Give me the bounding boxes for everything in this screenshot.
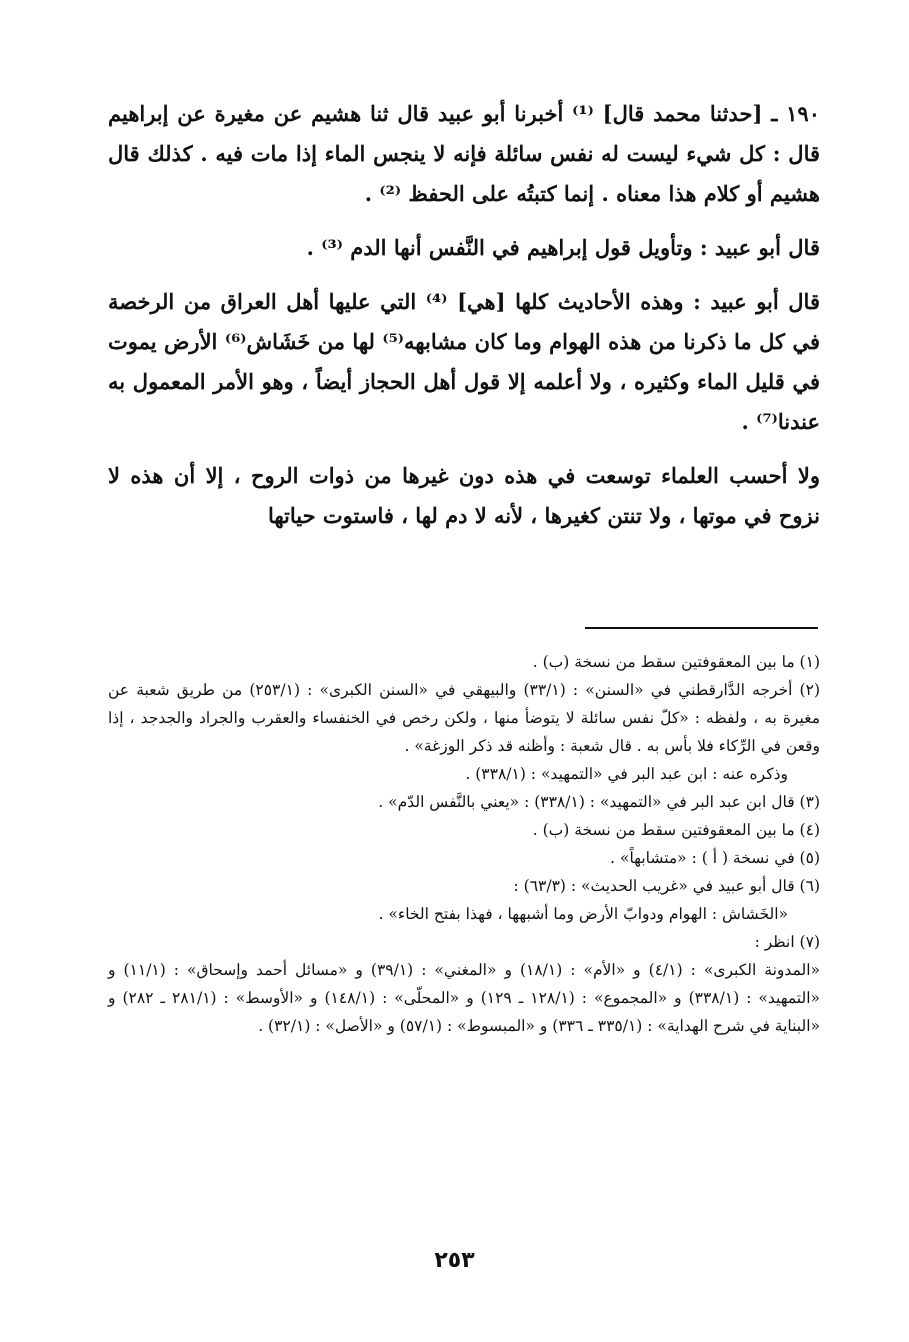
footnote-1: (١) ما بين المعقوفتين سقط من نسخة (ب) . xyxy=(532,653,820,671)
footnote-4: (٤) ما بين المعقوفتين سقط من نسخة (ب) . xyxy=(532,821,820,839)
footnote-7-references: «المدونة الكبرى» : (٤/١) و «الأم» : (١٨/١) و «المغني» : (٣٩/١) و «مسائل أحمد وإسحاق» : (١١/١) و «التمهيد» : (٣٣٨/١) و «المجموع» : (١٢٨/١ ـ ١٢٩) و «المحلّى» : (١٤٨/١) و «الأوسط» : (٢٨١/١ ـ ٢٨٢) و «البناية في شرح الهداية» : (٣٣٥/١ ـ ٣٣٦) و «المبسوط» : (٥٧/١) و «الأصل» : (٣٢/١) . xyxy=(108,961,821,1035)
footnotes xyxy=(108,648,820,1040)
paragraph-hadith-190: ١٩٠ ـ [حدثنا محمد قال] ⁽¹⁾ أخبرنا أبو عبيد قال ثنا هشيم عن مغيرة عن إبراهيم قال : كل شيء ليست له نفس سائلة فإنه لا ينجس الماء إذا مات فيه . كذلك قال هشيم أو كلام هذا معناه . إنما كتبتُه على الحفظ ⁽²⁾ . xyxy=(108,101,820,206)
paragraph-interpretation: قال أبو عبيد : وتأويل قول إبراهيم في النَّفس أنها الدم ⁽³⁾ . xyxy=(306,235,820,260)
page-number: ٢٥٣ xyxy=(434,1248,475,1273)
footnote-3: (٣) قال ابن عبد البر في «التمهيد» : (٣٣٨/١) : «يعني بالنَّفس الدّم» . xyxy=(378,793,820,811)
footnote-6: (٦) قال أبو عبيد في «غريب الحديث» : (٦٣/٣) : xyxy=(513,877,820,895)
footnote-separator xyxy=(585,627,818,629)
footnote-5: (٥) في نسخة ( أ ) : «متشابهاً» . xyxy=(610,849,820,867)
paragraph-scholars: ولا أحسب العلماء توسعت في هذه دون غيرها من ذوات الروح ، إلا أن هذه لا نزوح في موتها ، ولا تنتن كغيرها ، لأنه لا دم لها ، فاستوت حياتها xyxy=(108,463,820,528)
footnote-2: (٢) أخرجه الدَّارقطني في «السنن» : (٣٣/١) والبيهقي في «السنن الكبرى» : (٢٥٣/١) من طريق شعبة عن مغيرة به ، ولفظه : «كلّ نفس سائلة لا يتوضأ منها ، ولكن رخص في الخنفساء والعقرب والجراد والجدجد ، إذا وقعن في الرِّكاء فلا بأس به . قال شعبة : وأظنه قد ذكر الوزغة» . xyxy=(108,681,820,755)
footnote-2-continuation: وذكره عنه : ابن عبد البر في «التمهيد» : (٣٣٨/١) . xyxy=(465,765,788,783)
footnote-6-continuation: «الخَشاش : الهوام ودوابّ الأرض وما أشبهها ، فهذا بفتح الخاء» . xyxy=(378,905,788,923)
footnote-7: (٧) انظر : xyxy=(754,933,820,951)
main-text xyxy=(108,94,820,550)
paragraph-iraq-ruling: قال أبو عبيد : وهذه الأحاديث كلها [هي] ⁽⁴⁾ التي عليها أهل العراق من الرخصة في كل ما ذكرنا من هذه الهوام وما كان مشابهه⁽⁵⁾ لها من خَشَاش⁽⁶⁾ الأرض يموت في قليل الماء وكثيره ، ولا أعلمه إلا قول أهل الحجاز أيضاً ، وهو الأمر المعمول به عندنا⁽⁷⁾ . xyxy=(108,289,820,434)
